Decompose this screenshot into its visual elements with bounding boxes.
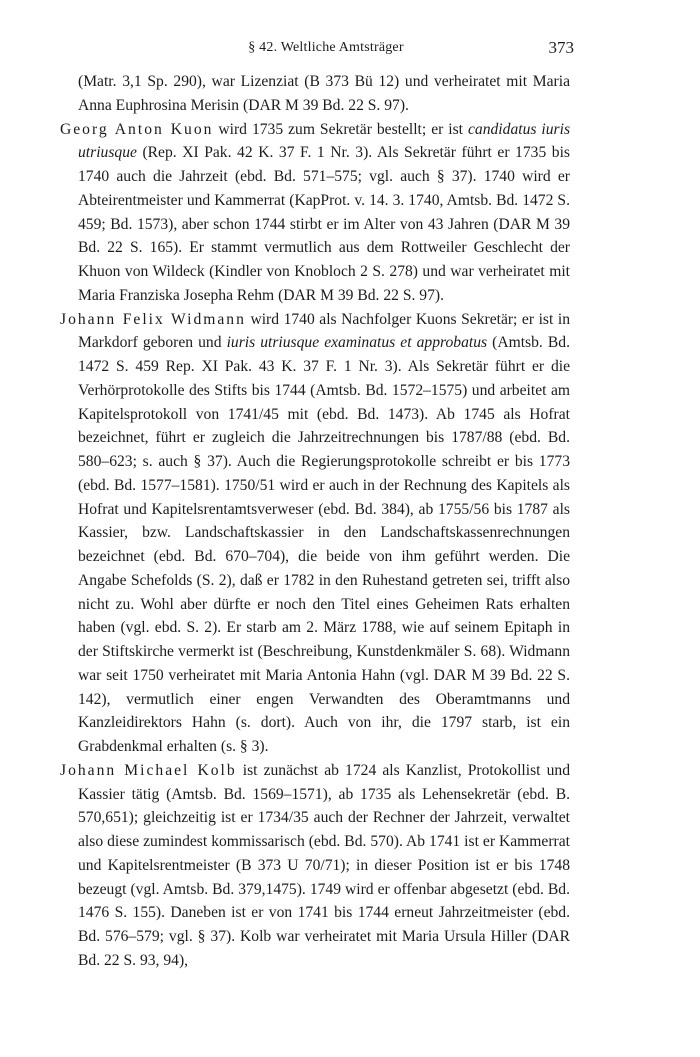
person-name: Johann Felix Widmann	[60, 310, 246, 328]
entry-text: wird 1740 als Nachfolger Kuons Sekretär; er ist in Markdorf geboren und	[78, 310, 570, 352]
entry-continuation	[60, 70, 570, 118]
entry-kolb	[60, 759, 570, 973]
body-text	[60, 70, 570, 973]
person-name: Johann Michael Kolb	[60, 761, 237, 779]
entry-text: ist zunächst ab 1724 als Kanzlist, Protokollist und Kassier tätig (Amtsb. Bd. 1569–1571), ab 1735 als Lehensekretär (ebd. B. 570,651); gleichzeitig ist er 1734/35 auch der Rechner der Jahrzeit, verwaltet also diese zumindest kommissarisch (ebd. Bd. 570). Ab 1741 ist er Kammerrat und Kapitelsrentmeister (B 373 U 70/71); in dieser Position ist er bis 1748 bezeugt (vgl. Amtsb. Bd. 379,1475). 1749 wird er offenbar abgesetzt (ebd. Bd. 1476 S. 155). Daneben ist er von 1741 bis 1744 erneut Jahrzeitmeister (ebd. Bd. 576–579; vgl. § 37). Kolb war verheiratet mit Maria Ursula Hiller (DAR Bd. 22 S. 93, 94),	[78, 761, 570, 969]
entry-kuon	[60, 118, 570, 308]
section-title: § 42. Weltliche Amtsträger	[248, 40, 404, 55]
person-name: Georg Anton Kuon	[60, 120, 214, 138]
running-head	[78, 40, 574, 56]
entry-text: (Matr. 3,1 Sp. 290), war Lizenziat (B 373 Bü 12) und verheiratet mit Maria Anna Euphrosina Merisin (DAR M 39 Bd. 22 S. 97).	[78, 73, 570, 114]
latin-term: iuris utriusque examinatus et approbatus	[226, 334, 488, 352]
latin-term: candidatus iuris utriusque	[78, 120, 571, 162]
page-number: 373	[548, 38, 574, 57]
entry-widmann	[60, 308, 570, 759]
entry-text: (Rep. XI Pak. 42 K. 37 F. 1 Nr. 3). Als Sekretär führt er 1735 bis 1740 auch die Jahrzeit (ebd. Bd. 571–575; vgl. auch § 37). 1740 wird er Abteirentmeister und Kammerrat (KapProt. v. 14. 3. 1740, Amtsb. Bd. 1472 S. 459; Bd. 1573), aber schon 1744 stirbt er im Alter von 43 Jahren (DAR M 39 Bd. 22 S. 165). Er stammt vermutlich aus dem Rottweiler Geschlecht der Khuon von Wildeck (Kindler von Knobloch 2 S. 278) und war verheiratet mit Maria Franziska Josepha Rehm (DAR M 39 Bd. 22 S. 97).	[78, 144, 570, 304]
entry-text: (Amtsb. Bd. 1472 S. 459 Rep. XI Pak. 43 K. 37 F. 1 Nr. 3). Als Sekretär führt er die Verhörprotokolle des Stifts bis 1744 (Amtsb. Bd. 1572–1575) und arbeitet am Kapitelsprotokoll von 1741/45 mit (ebd. Bd. 1473). Ab 1745 als Hofrat bezeichnet, führt er zugleich die Jahrzeitrechnungen bis 1787/88 (ebd. Bd. 580–623; s. auch § 37). Auch die Regierungsprotokolle schreibt er bis 1773 (ebd. Bd. 1577–1581). 1750/51 wird er auch in der Rechnung des Kapitels als Hofrat und Kapitelsrentamtsverweser (ebd. Bd. 384), ab 1755/56 bis 1787 als Kassier, bzw. Landschaftskassier in den Landschaftskassenrechnungen bezeichnet (ebd. Bd. 670–704), die beide von ihm geführt werden. Die Angabe Schefolds (S. 2), daß er 1782 in den Ruhestand getreten sei, trifft also nicht zu. Wohl aber dürfte er noch den Titel eines Geheimen Rats erhalten haben (vgl. ebd. S. 2). Er starb am 2. März 1788, wie auf seinem Epitaph in der Stiftskirche vermerkt ist (Beschreibung, Kunstdenkmäler S. 68). Widmann war seit 1750 verheiratet mit Maria Antonia Hahn (vgl. DAR M 39 Bd. 22 S. 142), vermutlich einer engen Verwandten des Oberamtmanns und Kanzleidirektors Hahn (s. dort). Auch von ihr, die 1797 starb, ist ein Grabdenkmal erhalten (s. § 3).	[78, 334, 570, 755]
entry-text: wird 1735 zum Sekretär bestellt; er ist	[213, 120, 468, 138]
